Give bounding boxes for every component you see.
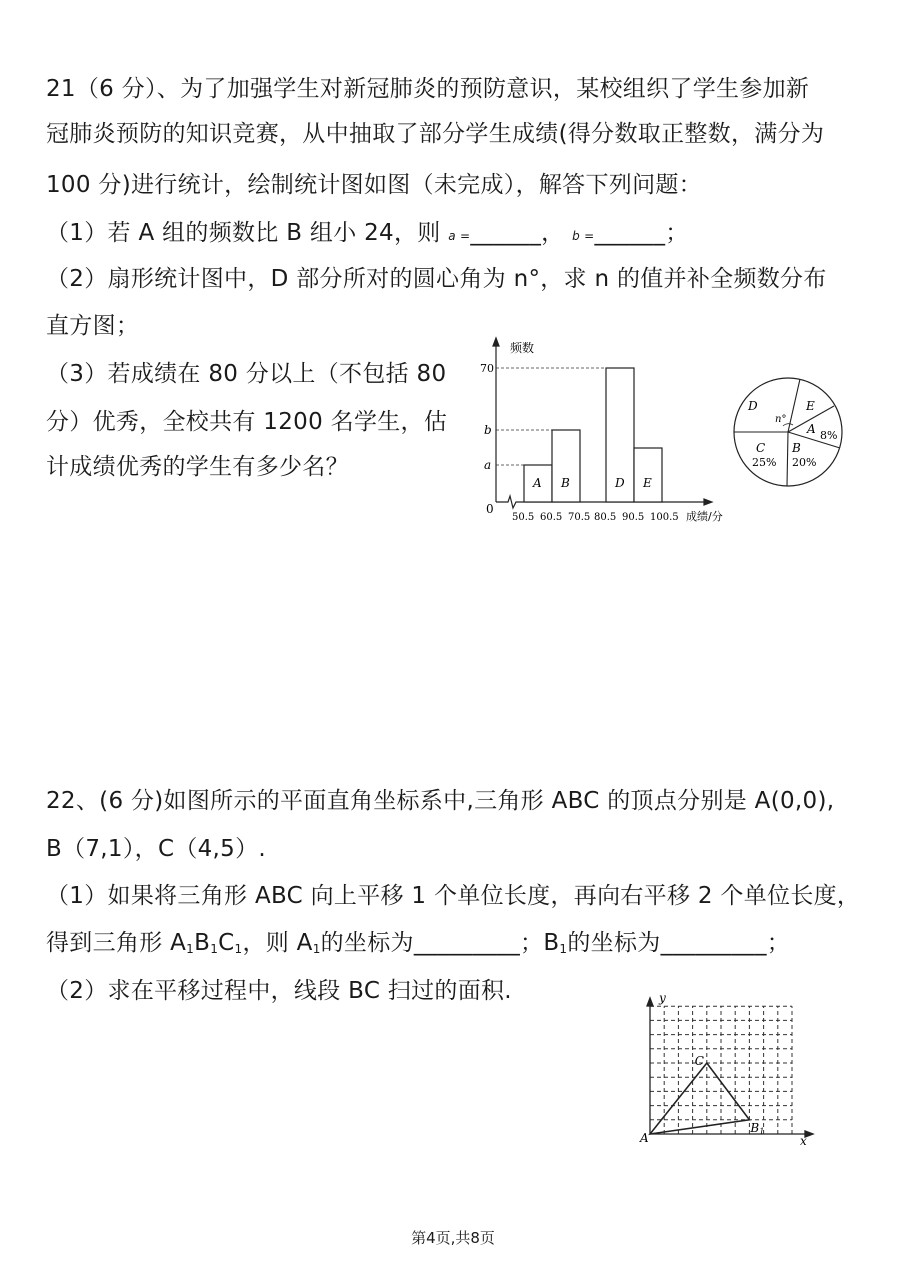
q21-part3-line-1: （3）若成绩在 80 分以上（不包括 80	[46, 361, 447, 387]
xtick-50-5: 50.5	[512, 512, 535, 523]
q22-part1-line-2	[46, 928, 790, 964]
q21-a-label: a =	[448, 229, 471, 243]
subscript: 1	[559, 942, 568, 956]
histogram-ylabel: 频数	[510, 341, 535, 355]
xtick-60-5: 60.5	[540, 512, 563, 523]
q22-part1-line-1: （1）如果将三角形 ABC 向上平移 1 个单位长度，再向右平移 2 个单位长度，	[46, 883, 861, 909]
q21-line-2: 冠肺炎预防的知识竞赛，从中抽取了部分学生成绩(得分数取正整数，满分为	[46, 121, 825, 147]
q21-part1	[46, 218, 689, 251]
bar-label-B: B	[561, 476, 570, 490]
pie-chart	[730, 372, 850, 492]
q22-text-e: 的坐标为	[320, 930, 414, 956]
origin-label: 0	[486, 502, 494, 516]
q21-b-label: b =	[572, 229, 595, 243]
q21-line-1: 21（6 分）、为了加强学生对新冠肺炎的预防意识，某校组织了学生参加新	[46, 76, 810, 102]
q21-part2-line-1: （2）扇形统计图中，D 部分所对的圆心角为 n°，求 n 的值并补全频数分布	[46, 266, 827, 292]
grid-x-label: x	[800, 1134, 807, 1148]
q22-text-b: B	[194, 930, 211, 956]
q22-text-h: ；	[766, 930, 791, 956]
histogram-xlabel: 成绩/分	[686, 510, 723, 523]
q21-part3-line-2: 分）优秀，全校共有 1200 名学生，估	[46, 409, 448, 435]
q21-b-blank[interactable]: ______	[594, 220, 666, 246]
q21-separator: ，	[541, 220, 565, 246]
pie-label-C: C	[756, 441, 766, 455]
q21-line-3: 100 分)进行统计，绘制统计图如图（未完成），解答下列问题：	[46, 172, 702, 198]
grid-lines	[650, 1006, 792, 1134]
grid-y-arrow	[647, 998, 653, 1006]
pie-label-D: D	[748, 399, 758, 413]
subscript: 1	[210, 942, 219, 956]
q22-a1-blank[interactable]: _________	[413, 930, 521, 956]
ytick-b: b	[484, 423, 492, 437]
ytick-a: a	[484, 458, 492, 472]
histogram	[478, 330, 738, 530]
point-B-label	[749, 1121, 764, 1136]
pie-label-C-pct: 25%	[752, 456, 777, 469]
q21-end: ；	[665, 220, 689, 246]
point-C-label: C	[694, 1054, 704, 1068]
page-footer: 第4页,共8页	[411, 1229, 495, 1247]
xtick-90-5: 90.5	[622, 512, 645, 523]
bar-E	[634, 448, 662, 502]
bar-label-E: E	[643, 476, 652, 490]
subscript: 1	[234, 942, 243, 956]
q22-text-c: C	[218, 930, 235, 956]
pie-label-A: A	[807, 422, 816, 436]
subscript: 1	[186, 942, 195, 956]
triangle-abc	[650, 1063, 749, 1134]
q21-a-blank[interactable]: ______	[470, 220, 542, 246]
q22-text-d: ，则 A	[242, 930, 313, 956]
q22-text-a: 得到三角形 A	[46, 930, 187, 956]
q21-part3-line-3: 计成绩优秀的学生有多少名？	[46, 454, 349, 480]
point-B-letter: B	[750, 1120, 760, 1135]
q21-part2-line-2: 直方图；	[46, 313, 140, 339]
q22-part2: （2）求在平移过程中，线段 BC 扫过的面积.	[46, 978, 512, 1004]
xtick-80-5: 80.5	[594, 512, 617, 523]
grid-y-label: y	[659, 991, 666, 1005]
pie-label-E: E	[806, 399, 815, 413]
xtick-70-5: 70.5	[568, 512, 591, 523]
ytick-70: 70	[480, 362, 494, 375]
histogram-y-arrow	[493, 338, 499, 346]
q22-line-2: B（7,1），C（4,5）.	[46, 836, 267, 862]
point-B-subscript: 1	[759, 1126, 765, 1136]
q22-b1-blank[interactable]: _________	[660, 930, 767, 956]
pie-label-B-pct: 20%	[792, 456, 817, 469]
pie-label-B: B	[792, 441, 801, 455]
q22-line-1: 22、(6 分)如图所示的平面直角坐标系中,三角形 ABC 的顶点分别是 A(0,0),	[46, 788, 835, 814]
bar-label-A: A	[533, 476, 542, 490]
q21-part1-text: （1）若 A 组的频数比 B 组小 24，则	[46, 220, 441, 246]
xtick-100-5: 100.5	[650, 512, 679, 523]
subscript: 1	[312, 942, 321, 956]
histogram-x-arrow	[704, 499, 712, 505]
pie-label-A-pct: 8%	[820, 429, 838, 442]
bar-label-D: D	[615, 476, 625, 490]
q22-text-g: 的坐标为	[567, 930, 661, 956]
pie-label-n: n°	[775, 414, 787, 425]
coordinate-grid	[632, 990, 822, 1150]
point-A-label: A	[640, 1131, 649, 1145]
bar-B	[552, 430, 580, 502]
q22-text-f: ；B	[520, 930, 560, 956]
